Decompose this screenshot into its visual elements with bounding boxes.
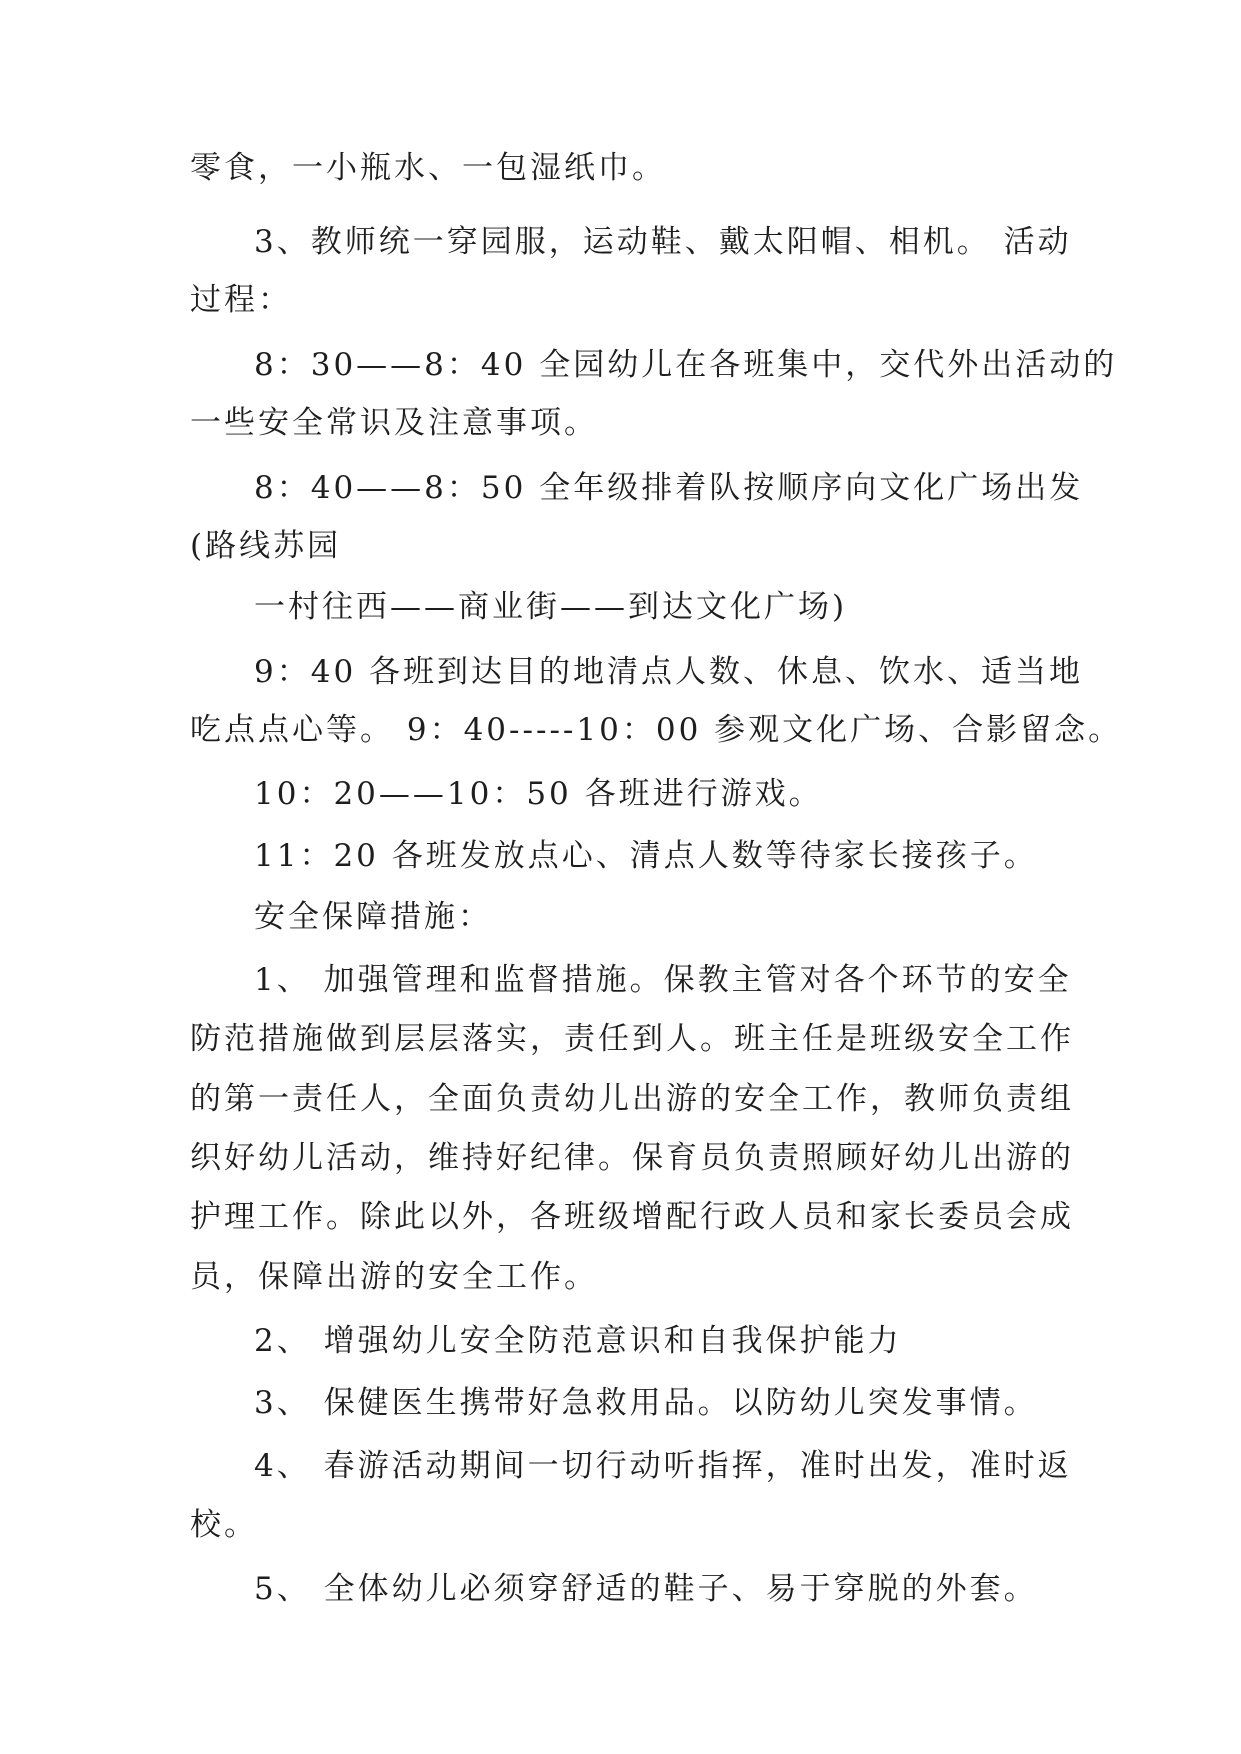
text-line: 8：40——8：50 全年级排着队按顺序向文化广场出发	[254, 470, 1084, 506]
text-line: 的第一责任人，全面负责幼儿出游的安全工作，教师负责组	[190, 1081, 1074, 1117]
text-line: 11：20 各班发放点心、清点人数等待家长接孩子。	[254, 838, 1038, 874]
text-line: 防范措施做到层层落实，责任到人。班主任是班级安全工作	[190, 1021, 1074, 1057]
text-line: 4、 春游活动期间一切行动听指挥，准时出发，准时返	[254, 1448, 1072, 1484]
text-line: 10：20——10：50 各班进行游戏。	[254, 776, 823, 812]
text-line: 校。	[190, 1507, 258, 1543]
text-line: 3、教师统一穿园服，运动鞋、戴太阳帽、相机。 活动	[254, 224, 1072, 260]
text-line: 1、 加强管理和监督措施。保教主管对各个环节的安全	[254, 962, 1072, 998]
text-line: 5、 全体幼儿必须穿舒适的鞋子、易于穿脱的外套。	[254, 1571, 1038, 1607]
text-line: (路线苏园	[190, 528, 342, 564]
text-line: 3、 保健医生携带好急救用品。以防幼儿突发事情。	[254, 1385, 1038, 1421]
text-line: 护理工作。除此以外，各班级增配行政人员和家长委员会成	[190, 1199, 1074, 1235]
text-line: 一些安全常识及注意事项。	[190, 405, 598, 441]
text-line: 9：40 各班到达目的地清点人数、休息、饮水、适当地	[254, 654, 1084, 690]
text-line: 安全保障措施：	[254, 899, 492, 935]
text-line: 8：30——8：40 全园幼儿在各班集中，交代外出活动的	[254, 347, 1118, 383]
text-line: 一村往西——商业街——到达文化广场)	[254, 589, 848, 625]
text-line: 零食，一小瓶水、一包湿纸巾。	[190, 150, 666, 186]
text-line: 员，保障出游的安全工作。	[190, 1259, 598, 1295]
text-line: 2、 增强幼儿安全防范意识和自我保护能力	[254, 1323, 902, 1359]
text-line: 过程：	[190, 282, 292, 318]
text-line: 织好幼儿活动，维持好纪律。保育员负责照顾好幼儿出游的	[190, 1140, 1074, 1176]
text-line: 吃点点心等。 9：40-----10：00 参观文化广场、合影留念。	[190, 712, 1123, 748]
